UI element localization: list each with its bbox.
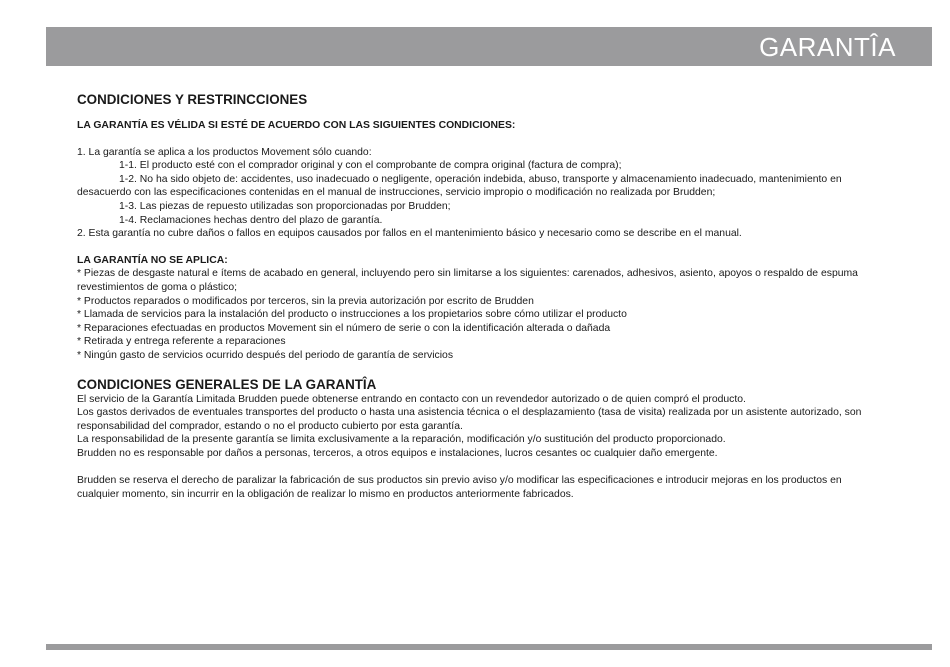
condition-item-1-2: 1-2. No ha sido objeto de: accidentes, uso inadecuado o negligente, operación indebida, abuso, transporte y almacenamiento inadecuado, mantenimiento en xyxy=(119,173,842,185)
condition-item-1-4: 1-4. Reclamaciones hechas dentro del plazo de garantía. xyxy=(119,214,383,226)
exclusion-item: * Ningún gasto de servicios ocurrido después del periodo de garantía de servicios xyxy=(77,349,454,361)
document-body xyxy=(77,92,947,502)
section-title-conditions: CONDICIONES Y RESTRINCCIONES xyxy=(77,92,308,107)
general-condition-line: Brudden no es responsable por daños a personas, terceros, a otros equipos e instalaciones, lucros cesantes oc cualquier daño emergente. xyxy=(77,447,718,459)
page-title: GARANTÎA xyxy=(759,32,896,62)
general-condition-line: La responsabilidad de la presente garantía se limita exclusivamente a la reparación, modificación y/o sustitución del producto proporcionado. xyxy=(77,434,726,446)
condition-item-1-3: 1-3. Las piezas de repuesto utilizadas son proporcionadas por Brudden; xyxy=(119,200,451,212)
condition-item-1-2-continued: desacuerdo con las especificaciones contenidas en el manual de instrucciones, servicio impropio o modificación no realizada por Brudden; xyxy=(77,187,716,199)
exclusion-item: * Reparaciones efectuadas en productos Movement sin el número de serie o con la identificación alterada o dañada xyxy=(77,322,611,334)
closing-paragraph-line: cualquier momento, sin incurrir en la obligación de realizar lo mismo en productos anteriormente fabricados. xyxy=(77,489,574,501)
section-title-exclusions: LA GARANTÍA NO SE APLICA: xyxy=(77,254,228,266)
exclusion-item: * Piezas de desgaste natural e ítems de acabado en general, incluyendo pero sin limitarse a los siguientes: carenados, adhesivos, asiento, apoyos o respaldo de espuma xyxy=(77,268,858,280)
closing-paragraph-line: Brudden se reserva el derecho de paralizar la fabricación de sus productos sin previo aviso y/o modificar las especificaciones e introducir mejoras en los productos en xyxy=(77,475,842,487)
exclusion-item: * Retirada y entrega referente a reparaciones xyxy=(77,336,286,348)
general-condition-line: Los gastos derivados de eventuales transportes del producto o hasta una asistencia técnica o el desplazamiento (tasa de visita) realizada por un asistente autorizado, son xyxy=(77,407,862,419)
footer-bar xyxy=(46,644,932,650)
general-condition-line: responsabilidad del comprador, estando o no el producto cubierto por esta garantía. xyxy=(77,420,463,432)
condition-item-1-1: 1-1. El producto esté con el comprador original y con el comprobante de compra original (factura de compra); xyxy=(119,160,622,172)
general-condition-line: El servicio de la Garantía Limitada Brudden puede obtenerse entrando en contacto con un revendedor autorizado o de quien compró el producto. xyxy=(77,393,746,405)
exclusion-item: * Productos reparados o modificados por terceros, sin la previa autorización por escrito de Brudden xyxy=(77,295,534,307)
header-bar xyxy=(46,27,932,66)
section-title-general-conditions: CONDICIONES GENERALES DE LA GARANTÎA xyxy=(77,376,377,392)
condition-item-1: 1. La garantía se aplica a los productos Movement sólo cuando: xyxy=(77,146,372,158)
exclusion-item: * Llamada de servicios para la instalación del producto o instrucciones a los propietarios sobre cómo utilizar el producto xyxy=(77,309,627,321)
exclusion-item: revestimientos de goma o plástico; xyxy=(77,281,237,293)
section-subtitle-validity: LA GARANTÍA ES VÉLIDA SI ESTÉ DE ACUERDO CON LAS SIGUIENTES CONDICIONES: xyxy=(77,120,516,131)
condition-item-2: 2. Esta garantía no cubre daños o fallos en equipos causados por fallos en el mantenimiento básico y necesario como se describe en el manual. xyxy=(77,228,742,240)
